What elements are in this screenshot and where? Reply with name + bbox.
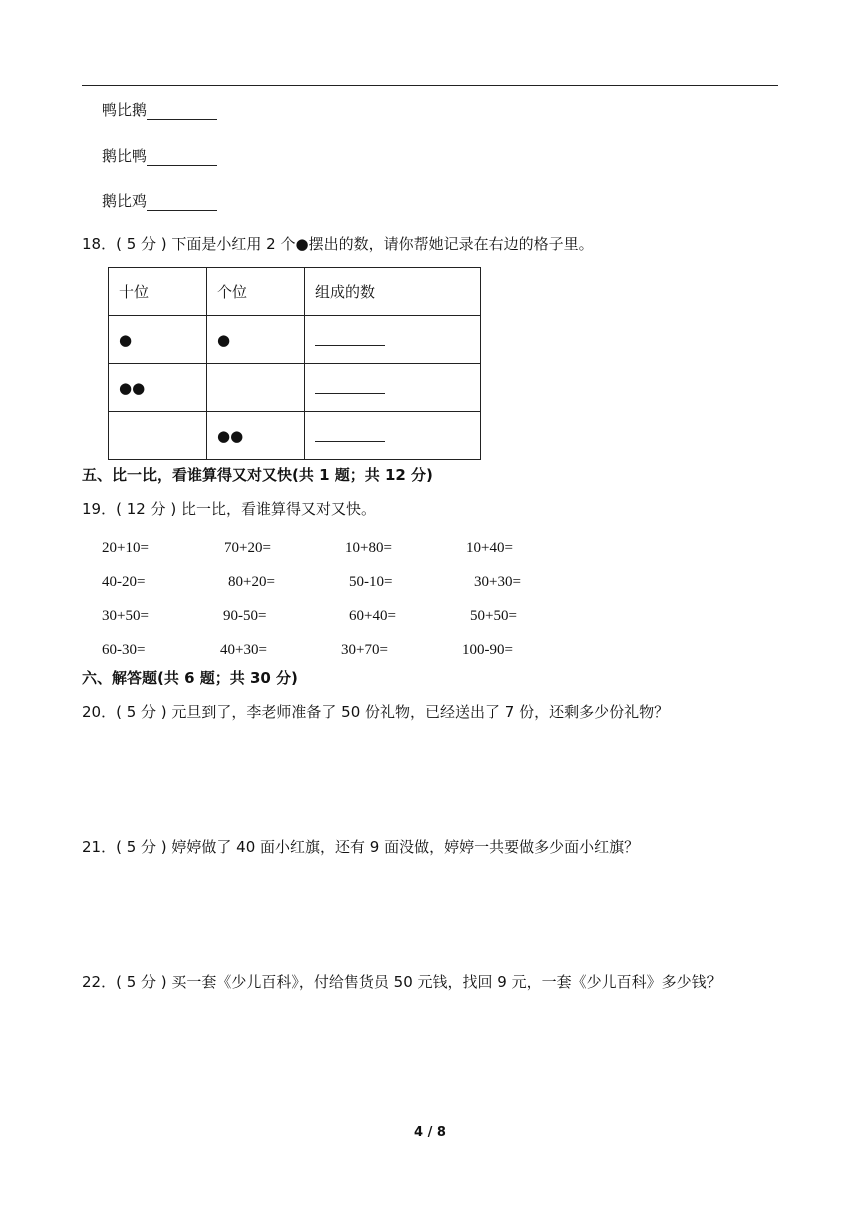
arithmetic-item: 50+50= <box>470 608 517 624</box>
ones-cell <box>207 364 305 412</box>
header-number: 组成的数 <box>305 268 481 316</box>
table-header-row <box>109 268 481 316</box>
tens-cell <box>109 412 207 460</box>
arithmetic-item: 20+10= <box>102 540 149 556</box>
tens-cell: ●● <box>109 364 207 412</box>
arithmetic-item: 70+20= <box>224 540 271 556</box>
question-text: ．( 5 分 ) 下面是小红用 2 个●摆出的数，请你帮她记录在右边的格子里。 <box>101 235 594 253</box>
arithmetic-item: 30+70= <box>341 642 388 658</box>
arithmetic-item: 100-90= <box>462 642 513 658</box>
arithmetic-item: 10+40= <box>466 540 513 556</box>
arithmetic-item: 30+30= <box>474 574 521 590</box>
digit-table <box>108 267 481 460</box>
arithmetic-item: 50-10= <box>349 574 393 590</box>
answer-blank[interactable] <box>147 210 217 211</box>
question-number: 18 <box>82 235 102 253</box>
number-cell[interactable] <box>305 316 481 364</box>
comparison-label: 鹅比鸡 <box>102 192 148 210</box>
answer-blank[interactable] <box>315 393 385 394</box>
arithmetic-item: 10+80= <box>345 540 392 556</box>
page-number: 4 / 8 <box>414 1125 446 1140</box>
ones-cell: ●● <box>207 412 305 460</box>
table-row <box>109 412 481 460</box>
comparison-line <box>102 146 217 166</box>
arithmetic-item: 30+50= <box>102 608 149 624</box>
table-row <box>109 364 481 412</box>
question-22: 22．( 5 分 ) 买一套《少儿百科》，付给售货员 50 元钱，找回 9 元，一套《少儿百科》多少钱？ <box>82 973 722 991</box>
number-cell[interactable] <box>305 364 481 412</box>
arithmetic-item: 60-30= <box>102 642 146 658</box>
comparison-label: 鸭比鹅 <box>102 101 148 119</box>
section-heading: 六、解答题(共 6 题；共 30 分) <box>82 669 298 687</box>
answer-blank[interactable] <box>147 119 217 120</box>
header-tens: 十位 <box>109 268 207 316</box>
answer-blank[interactable] <box>315 345 385 346</box>
ones-cell: ● <box>207 316 305 364</box>
answer-blank[interactable] <box>147 165 217 166</box>
tens-cell: ● <box>109 316 207 364</box>
number-cell[interactable] <box>305 412 481 460</box>
arithmetic-item: 40+30= <box>220 642 267 658</box>
question-21: 21．( 5 分 ) 婷婷做了 40 面小红旗，还有 9 面没做，婷婷一共要做多少面小红旗？ <box>82 838 640 856</box>
arithmetic-item: 80+20= <box>228 574 275 590</box>
header-rule <box>82 85 778 86</box>
answer-blank[interactable] <box>315 441 385 442</box>
arithmetic-item: 40-20= <box>102 574 146 590</box>
question-20: 20．( 5 分 ) 元旦到了，李老师准备了 50 份礼物，已经送出了 7 份，还剩多少份礼物？ <box>82 703 670 721</box>
header-ones: 个位 <box>207 268 305 316</box>
comparison-line <box>102 100 217 120</box>
section-heading: 五、比一比，看谁算得又对又快(共 1 题；共 12 分) <box>82 466 433 484</box>
question-18 <box>82 234 594 254</box>
comparison-line <box>102 191 217 211</box>
question-19: 19．( 12 分 ) 比一比，看谁算得又对又快。 <box>82 500 376 518</box>
table-row <box>109 316 481 364</box>
arithmetic-item: 90-50= <box>223 608 267 624</box>
arithmetic-item: 60+40= <box>349 608 396 624</box>
comparison-label: 鹅比鸭 <box>102 147 148 165</box>
